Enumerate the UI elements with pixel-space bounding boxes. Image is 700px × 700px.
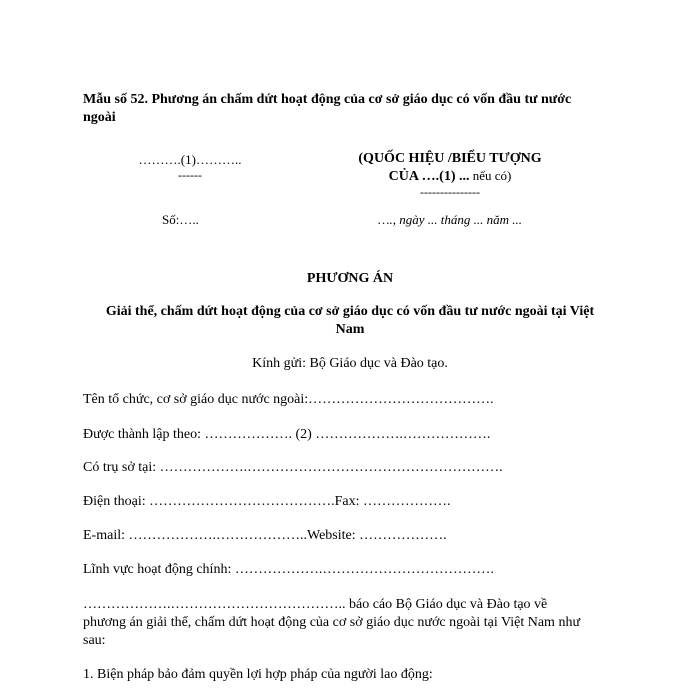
right-divider: --------------- — [420, 185, 480, 199]
form-title-line1: Mẫu số 52. Phương án chấm dứt hoạt động của cơ sở giáo dục có vốn đầu tư nước — [83, 92, 572, 107]
report-line3: sau: — [83, 633, 106, 648]
emblem-owner: CỦA ….(1) ... — [388, 169, 470, 184]
section-1-heading: 1. Biện pháp bảo đảm quyền lợi hợp pháp của người lao động: — [83, 667, 433, 682]
document-heading: PHƯƠNG ÁN — [306, 271, 394, 286]
document-subheading-line1: Giải thể, chấm dứt hoạt động của cơ sở giáo dục có vốn đầu tư nước ngoài tại Việt — [105, 304, 595, 319]
emblem-note: nếu có) — [469, 168, 512, 183]
recipient: Kính gửi: Bộ Giáo dục và Đào tạo. — [252, 356, 448, 371]
national-emblem-line2 — [330, 168, 570, 186]
place-date: …., ngày ... tháng ... năm ... — [377, 212, 523, 227]
field-organization-name: Tên tổ chức, cơ sở giáo dục nước ngoài:…………………………………. — [83, 392, 494, 407]
field-main-activity: Lĩnh vực hoạt động chính: ……………….………………………………. — [83, 562, 494, 577]
field-address: Có trụ sở tại: ……………….………………………………………………. — [83, 460, 503, 475]
document-subheading-line2: Nam — [335, 322, 365, 337]
document-number: Số:….. — [162, 212, 199, 227]
national-emblem-line1: (QUỐC HIỆU /BIỂU TƯỢNG — [358, 151, 542, 166]
issuing-organization: ……….(1)……….. — [138, 152, 242, 167]
form-title-line2: ngoài — [83, 110, 116, 125]
report-line2: phương án giải thể, chấm dứt hoạt động của cơ sở giáo dục nước ngoài tại Việt Nam như — [83, 615, 581, 630]
field-established: Được thành lập theo: ………………. (2) ……………….………………. — [83, 427, 491, 442]
report-line1: ……………….……………………………….. báo cáo Bộ Giáo dục và Đào tạo về — [83, 597, 548, 612]
field-email-website: E-mail: ……………….………………..Website: ………………. — [83, 528, 447, 543]
field-phone-fax: Điện thoại: ………………………………….Fax: ………………. — [83, 494, 451, 509]
left-divider: ------ — [178, 168, 202, 182]
